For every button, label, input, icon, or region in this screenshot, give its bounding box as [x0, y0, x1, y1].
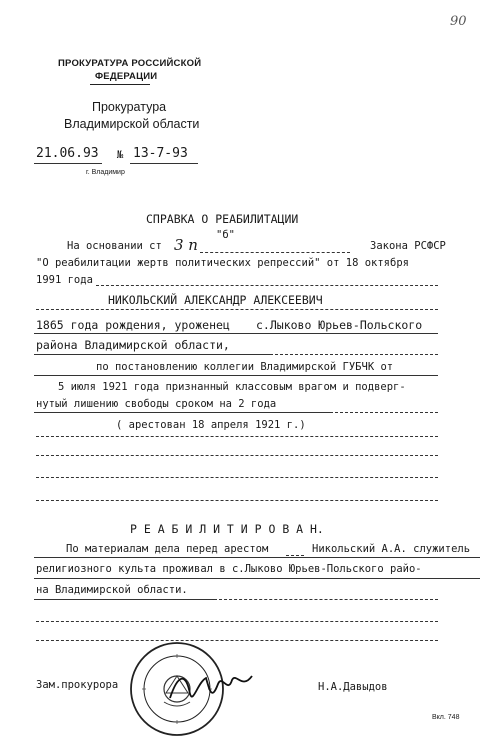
basis-fill-line — [96, 285, 438, 286]
decision3-underline — [34, 412, 330, 413]
blank-line-3 — [36, 477, 438, 478]
blank-line-1 — [36, 436, 438, 437]
basis-line1-start: На основании ст — [67, 240, 162, 252]
article-fill-line — [200, 252, 350, 253]
decision3-fill-line — [330, 412, 438, 413]
arrest-note: ( арестован 18 апреля 1921 г.) — [116, 419, 306, 431]
birth-place: с.Лыково Юрьев-Польского — [256, 318, 423, 332]
person-name: НИКОЛЬСКИЙ АЛЕКСАНДР АЛЕКСЕЕВИЧ — [108, 293, 323, 307]
decision1-underline — [34, 375, 438, 376]
materials-name: Никольский А.А. служитель — [312, 543, 471, 555]
signer-position: Зам.прокурора — [36, 679, 119, 691]
signature — [166, 664, 256, 708]
org-name-line1: ПРОКУРАТУРА РОССИЙСКОЙ — [58, 58, 202, 69]
blank-line-5 — [36, 621, 438, 622]
materials3-underline — [34, 599, 214, 600]
materials-fill — [286, 555, 304, 556]
city-label: г. Владимир — [86, 169, 125, 176]
office-line2: Владимирской области — [64, 117, 200, 131]
article-number: 3 п — [174, 236, 198, 254]
birth-underline — [34, 333, 438, 334]
office-line1: Прокуратура — [92, 100, 167, 114]
article-item: "б" — [216, 229, 235, 241]
basis-line3: 1991 года — [36, 274, 93, 286]
rehabilitated-label: Р Е А Б И Л И Т И Р О В А Н. — [130, 522, 324, 536]
sheet-mark: Вкл. 748 — [432, 714, 460, 721]
doc-date: 21.06.93 — [36, 146, 99, 161]
number-sign: № — [117, 149, 124, 161]
decision-line3: нутый лишению свободы сроком на 2 года — [36, 398, 277, 410]
decision-line2: 5 июля 1921 года признанный классовым врагом и подверг- — [58, 381, 406, 393]
number-underline — [130, 163, 198, 164]
header-divider — [90, 84, 150, 85]
materials-line1: По материалам дела перед арестом — [66, 543, 269, 555]
org-name-line2: ФЕДЕРАЦИИ — [95, 71, 158, 82]
decision-line1: по постановлению коллегии Владимирской ГУБЧК от — [96, 361, 394, 373]
birth-line: 1865 года рождения, уроженец — [36, 318, 230, 332]
materials1-underline — [34, 557, 480, 558]
birth2-fill-line — [270, 354, 438, 355]
basis-line2: "О реабилитации жертв политических репрессий" от 18 октября — [36, 257, 409, 269]
materials3-fill — [214, 599, 438, 600]
blank-line-4 — [36, 500, 438, 501]
birth-line2: района Владимирской области, — [36, 338, 230, 352]
name-fill-line — [36, 309, 438, 310]
basis-line1-end: Закона РСФСР — [370, 240, 446, 252]
blank-line-6 — [36, 640, 438, 641]
signer-name: Н.А.Давыдов — [318, 681, 388, 693]
blank-line-2 — [36, 455, 438, 456]
materials-line3: на Владимирской области. — [36, 584, 188, 596]
birth2-underline — [34, 354, 270, 355]
doc-number: 13-7-93 — [133, 146, 188, 161]
doc-title: СПРАВКА О РЕАБИЛИТАЦИИ — [146, 212, 299, 226]
materials2-underline — [34, 578, 480, 579]
date-underline — [34, 163, 102, 164]
page-mark: 90 — [450, 14, 467, 29]
materials-line2: религиозного культа проживал в с.Лыково Юрьев-Польского райо- — [36, 563, 422, 575]
